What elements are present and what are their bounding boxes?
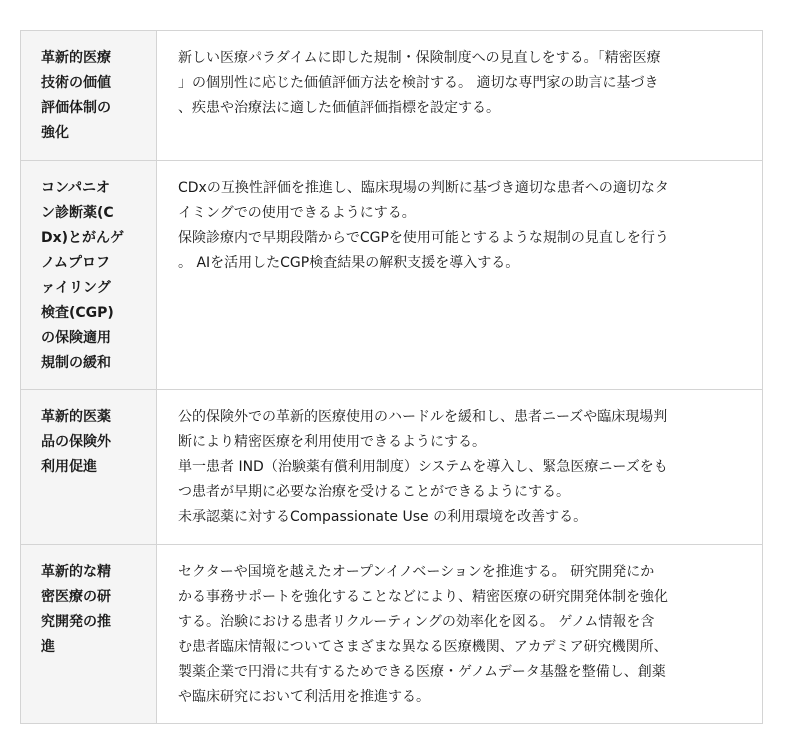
row-description — [157, 545, 762, 723]
policy-table — [20, 30, 763, 724]
description-paragraph: セクターや国境を越えたオープンイノベーションを推進する。 研究開発にか かる事務サポートを強化することなどにより、精密医療の研究開発体制を強化 する。治験における患者リクルーティングの効率化を図る。 ゲノム情報を含 む患者臨床情報についてさまざまな異なる医療機関、アカデミア研究機関所、 製薬企業で円滑に共有するためできる医療・ゲノムデータ基盤を整備し、創薬 や臨床研究において利活用を推進する。 — [178, 564, 668, 705]
row-description — [157, 161, 762, 389]
table-row — [21, 31, 762, 161]
row-description — [157, 31, 762, 160]
row-heading: 革新的医療 技術の価値 評価体制の 強化 — [21, 31, 157, 160]
row-heading: 革新的医薬 品の保険外 利用促進 — [21, 390, 157, 544]
description-paragraph: 公的保険外での革新的医療使用のハードルを緩和し、患者ニーズや臨床現場判 断により精密医療を利用使用できるようにする。 — [178, 409, 668, 450]
table-row — [21, 390, 762, 545]
description-paragraph: CDxの互換性評価を推進し、臨床現場の判断に基づき適切な患者への適切なタ イミングでの使用できるようにする。 — [178, 180, 669, 221]
description-paragraph: 新しい医療パラダイムに即した規制・保険制度への見直しをする。「精密医療 」の個別性に応じた価値評価方法を検討する。 適切な専門家の助言に基づき 、疾患や治療法に適した価値評価指標を設定する。 — [178, 50, 661, 116]
description-paragraph: 保険診療内で早期段階からでCGPを使用可能とするような規制の見直しを行う 。 AIを活用したCGP検査結果の解釈支援を導入する。 — [178, 230, 669, 271]
table-row — [21, 545, 762, 724]
description-paragraph: 未承認薬に対するCompassionate Use の利用環境を改善する。 — [178, 509, 588, 525]
row-description — [157, 390, 762, 544]
table-row — [21, 161, 762, 390]
row-heading: コンパニオ ン診断薬(C Dx)とがんゲ ノムプロフ ァイリング 検査(CGP) の保険適用 規制の緩和 — [21, 161, 157, 389]
description-paragraph: 単一患者 IND（治験薬有償利用制度）システムを導入し、緊急医療ニーズをも つ患者が早期に必要な治療を受けることができるようにする。 — [178, 459, 668, 500]
row-heading: 革新的な精 密医療の研 究開発の推 進 — [21, 545, 157, 723]
